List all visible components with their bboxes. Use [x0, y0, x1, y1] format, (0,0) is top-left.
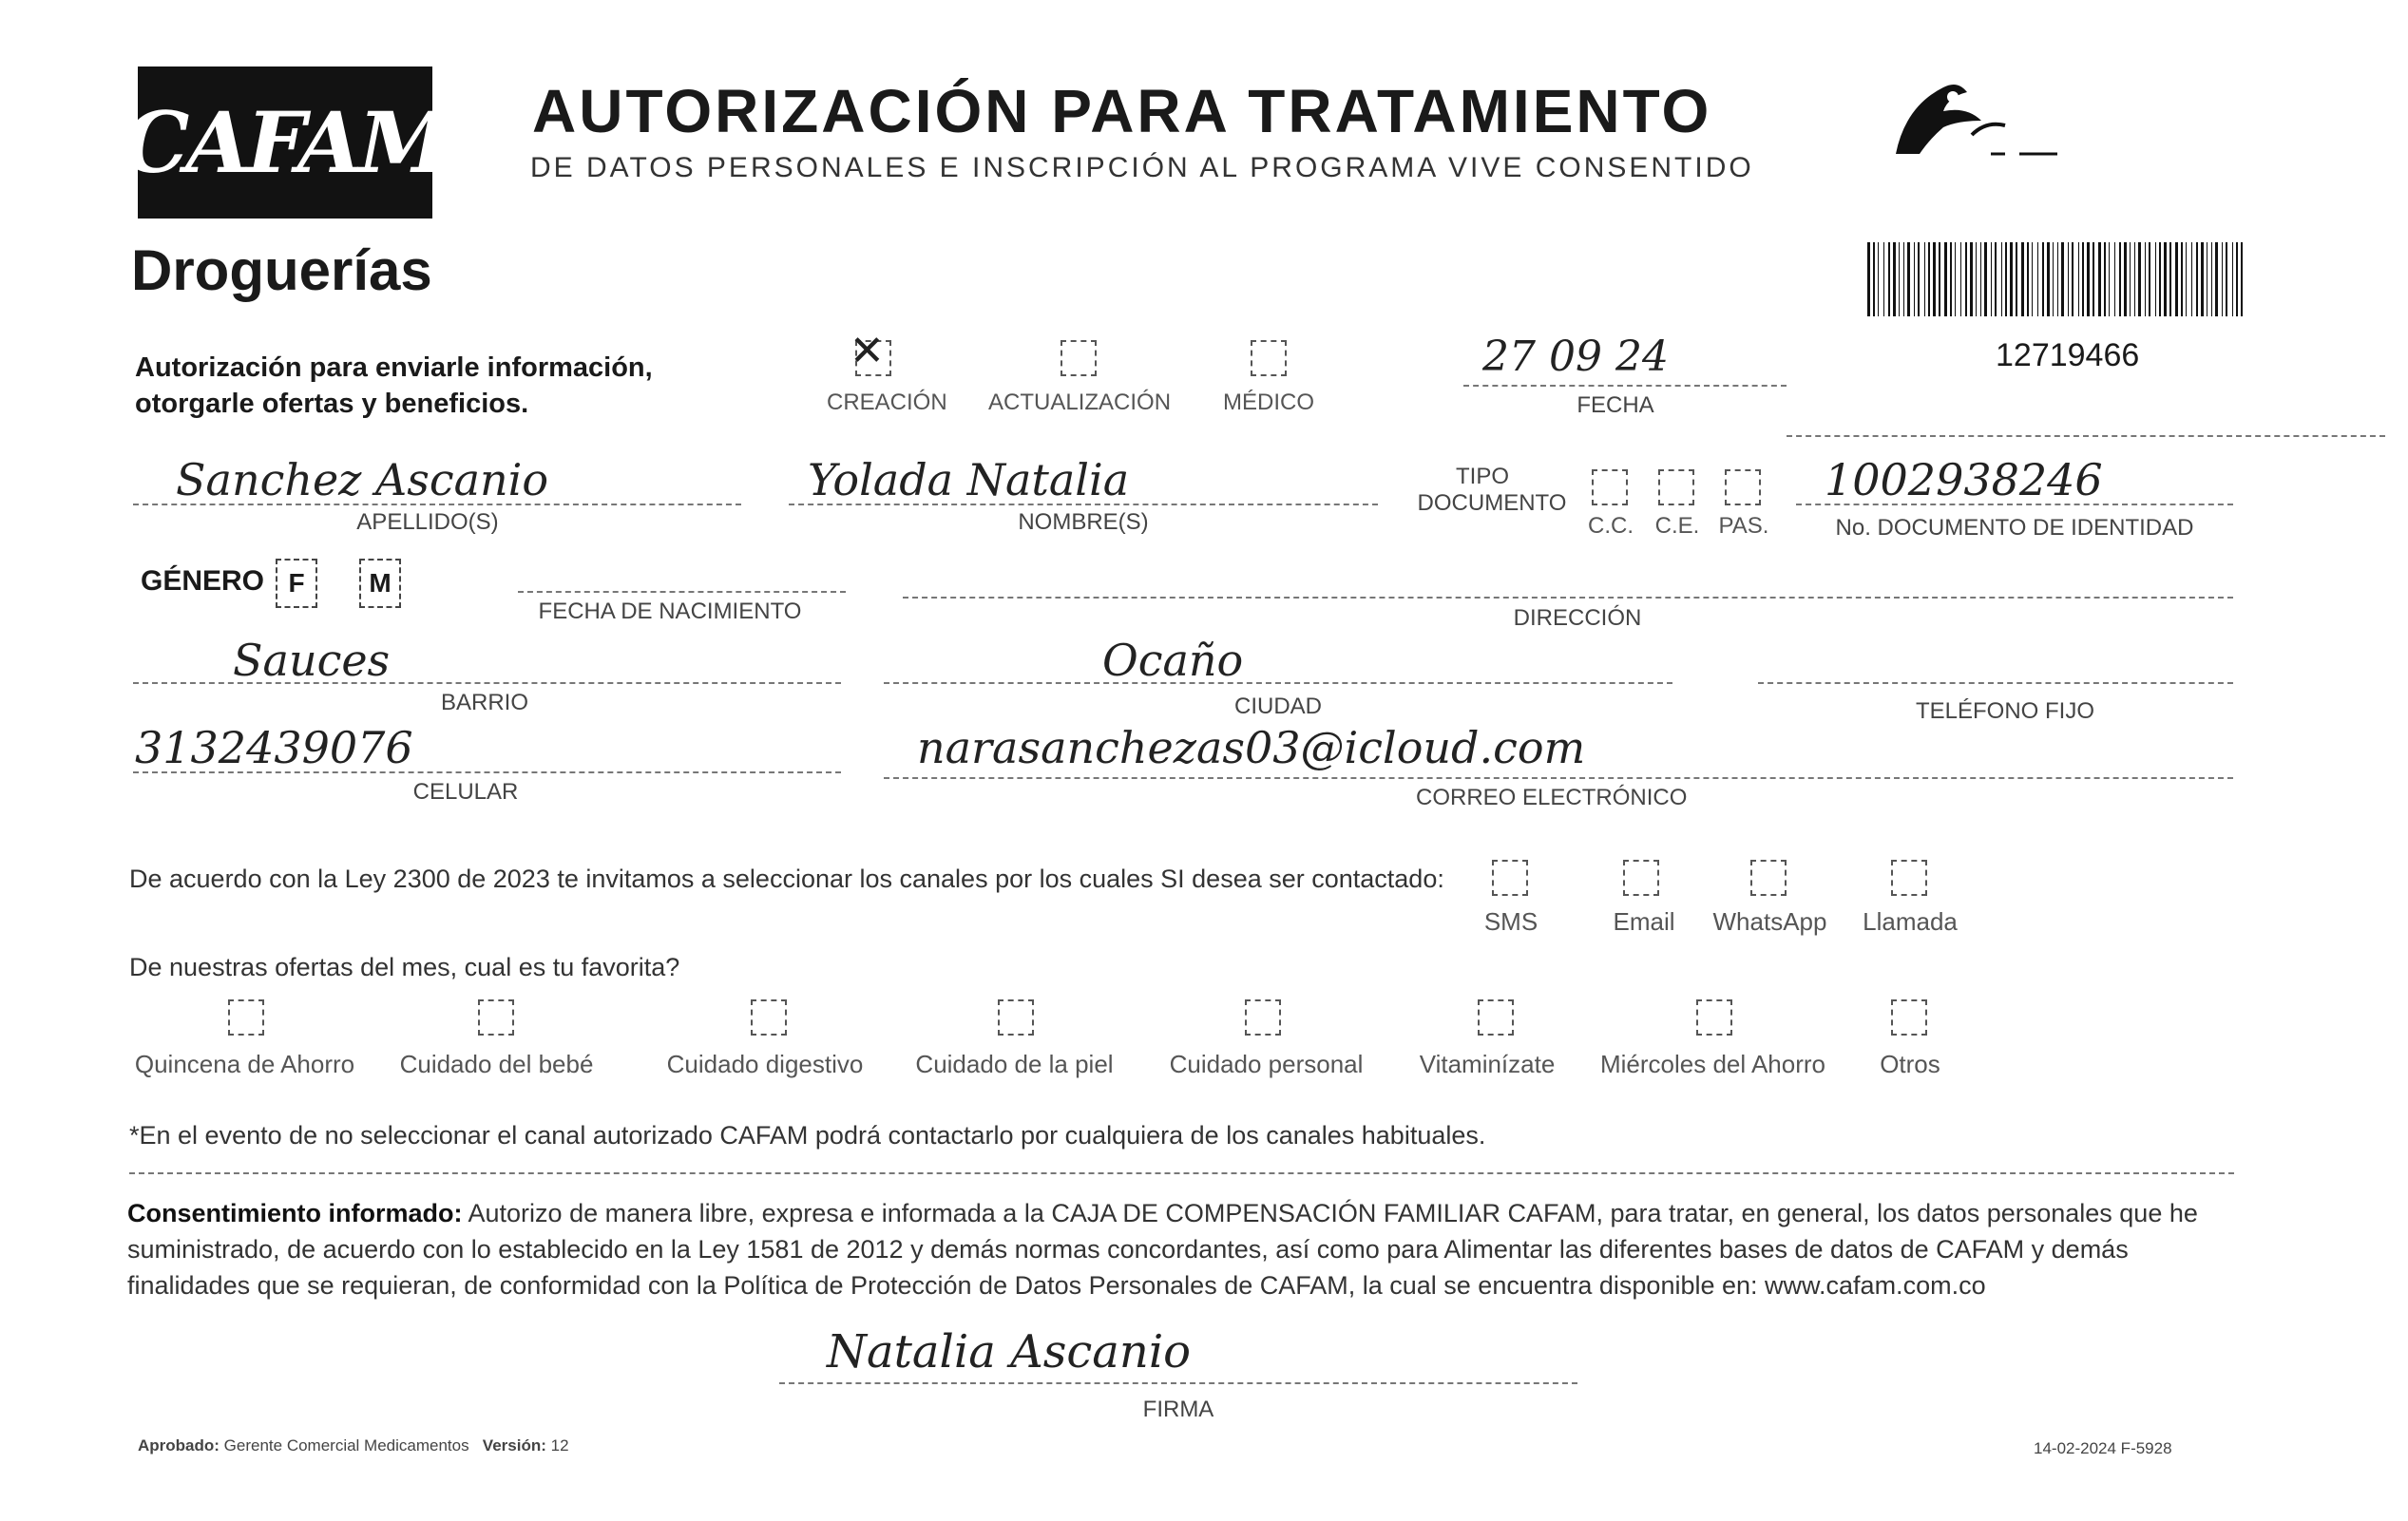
- barrio-label: BARRIO: [440, 690, 528, 715]
- checkbox-whatsapp[interactable]: [1750, 860, 1787, 896]
- separator-line: [1787, 435, 2385, 437]
- surname-value: Sanchez Ascanio: [176, 454, 549, 505]
- gender-m-checkbox[interactable]: [359, 559, 401, 608]
- date-value: 27 09 24: [1482, 333, 1669, 381]
- checkbox-actualizacion[interactable]: [1061, 340, 1097, 376]
- channels-question: De acuerdo con la Ley 2300 de 2023 te invitamos a seleccionar los canales por los cuales SI desea ser contactado:: [129, 865, 1444, 893]
- bird-logo-icon: [1877, 68, 2067, 163]
- authorization-text: [135, 350, 653, 422]
- channel-llamada-label: Llamada: [1863, 907, 1958, 936]
- checkbox-personal[interactable]: [1245, 999, 1281, 1036]
- consent-heading: Consentimiento informado:: [127, 1199, 463, 1227]
- gender-f-label: F: [288, 568, 305, 598]
- checkbox-medico[interactable]: [1251, 340, 1287, 376]
- footnote: *En el evento de no seleccionar el canal autorizado CAFAM podrá contactarlo por cualquiera de los canales habituales.: [129, 1121, 1486, 1150]
- barcode-icon: [1867, 242, 2243, 316]
- checkbox-ce[interactable]: [1658, 469, 1694, 505]
- option-label-medico: MÉDICO: [1223, 390, 1314, 415]
- phone-label: TELÉFONO FIJO: [1915, 698, 2094, 724]
- email-value: narasanchezas03@icloud.com: [917, 722, 1586, 773]
- offer-vitaminizate-label: Vitaminízate: [1419, 1050, 1556, 1078]
- doc-type-label-1: TIPO: [1455, 464, 1509, 489]
- offer-piel-label: Cuidado de la piel: [915, 1050, 1114, 1078]
- surname-label: APELLIDO(S): [356, 509, 499, 535]
- footer-code: 14-02-2024 F-5928: [2034, 1439, 2172, 1457]
- consent-line2: suministrado, de acuerdo con lo establecido en la Ley 1581 de 2012 y demás normas concordantes, así como para Alimentar las diferentes bases de datos de CAFAM y demás: [127, 1235, 2129, 1264]
- offer-bebe-label: Cuidado del bebé: [399, 1050, 594, 1078]
- version-value: 12: [550, 1436, 569, 1454]
- checkbox-bebe[interactable]: [478, 999, 514, 1036]
- consent-separator: [129, 1172, 2234, 1174]
- birth-date-label: FECHA DE NACIMIENTO: [538, 599, 802, 624]
- doc-number-label: No. DOCUMENTO DE IDENTIDAD: [1835, 515, 2194, 541]
- form-title: AUTORIZACIÓN PARA TRATAMIENTO: [532, 77, 1712, 145]
- consent-line3: finalidades que se requieran, de conformidad con la Política de Protección de Datos Personales de CAFAM, la cual se encuentra disponible en: www.cafam.com.co: [127, 1271, 1986, 1300]
- version-label: Versión:: [482, 1436, 546, 1454]
- mobile-value: 3132439076: [135, 722, 413, 773]
- email-label: CORREO ELECTRÓNICO: [1416, 785, 1688, 810]
- checkbox-quincena[interactable]: [228, 999, 264, 1036]
- doc-type-ce-label: C.E.: [1654, 513, 1700, 539]
- checkbox-piel[interactable]: [998, 999, 1034, 1036]
- barrio-value: Sauces: [233, 635, 391, 686]
- address-label: DIRECCIÓN: [1513, 605, 1642, 631]
- city-value: Ocaño: [1102, 635, 1244, 686]
- doc-type-label-2: DOCUMENTO: [1417, 490, 1567, 516]
- offer-digestivo-label: Cuidado digestivo: [666, 1050, 864, 1078]
- checkbox-digestivo[interactable]: [751, 999, 787, 1036]
- doc-type-cc-label: C.C.: [1588, 513, 1634, 539]
- option-label-creacion: CREACIÓN: [827, 390, 947, 415]
- checkbox-creacion[interactable]: [850, 327, 891, 376]
- doc-type-pas-label: PAS.: [1718, 513, 1769, 539]
- checkbox-llamada[interactable]: [1891, 860, 1927, 896]
- offer-otros-label: Otros: [1880, 1050, 1940, 1078]
- doc-number-value: 1002938246: [1825, 454, 2103, 505]
- doc-number-line: [1796, 504, 2233, 505]
- checkbox-pas[interactable]: [1725, 469, 1761, 505]
- offer-personal-label: Cuidado personal: [1169, 1050, 1364, 1078]
- checkbox-cc[interactable]: [1592, 469, 1628, 505]
- checkmark-x-icon: ✕: [850, 327, 885, 375]
- checkbox-miercoles[interactable]: [1696, 999, 1732, 1036]
- gender-label: GÉNERO: [141, 565, 265, 597]
- brand-label: Droguerías: [131, 238, 432, 302]
- footer-approval: [138, 1436, 569, 1455]
- address-line: [903, 597, 2233, 599]
- date-line: [1463, 385, 1787, 387]
- city-label: CIUDAD: [1233, 694, 1322, 719]
- consent-line1-text: Autorizo de manera libre, expresa e informada a la CAJA DE COMPENSACIÓN FAMILIAR CAFAM, para tratar, en general, los datos personales que he: [468, 1199, 2198, 1227]
- authorization-text-line2: otorgarle ofertas y beneficios.: [135, 389, 529, 419]
- form-number: 12719466: [1996, 337, 2140, 373]
- name-value: Yolada Natalia: [808, 454, 1130, 505]
- authorization-text-line1: Autorización para enviarle información,: [135, 352, 653, 383]
- option-label-actualizacion: ACTUALIZACIÓN: [988, 390, 1172, 415]
- signature-line: [779, 1382, 1577, 1384]
- mobile-line: [133, 771, 841, 773]
- checkbox-otros[interactable]: [1891, 999, 1927, 1036]
- signature-value: Natalia Ascanio: [827, 1325, 1192, 1378]
- channel-sms-label: SMS: [1483, 907, 1538, 936]
- checkbox-vitaminizate[interactable]: [1478, 999, 1514, 1036]
- city-line: [884, 682, 1672, 684]
- surname-line: [133, 504, 741, 505]
- name-line: [789, 504, 1378, 505]
- channel-email-label: Email: [1613, 907, 1675, 936]
- consent-line1: [127, 1195, 2237, 1231]
- logo-text: CAFAM: [123, 93, 448, 192]
- gender-m-label: M: [369, 568, 392, 598]
- form-subtitle: DE DATOS PERSONALES E INSCRIPCIÓN AL PROGRAMA VIVE CONSENTIDO: [530, 152, 1754, 183]
- approved-by: Gerente Comercial Medicamentos: [223, 1436, 469, 1454]
- name-label: NOMBRE(S): [1018, 509, 1149, 535]
- offers-question: De nuestras ofertas del mes, cual es tu favorita?: [129, 953, 680, 981]
- birth-date-line: [518, 591, 846, 593]
- checkbox-sms[interactable]: [1492, 860, 1528, 896]
- approved-label: Aprobado:: [138, 1436, 220, 1454]
- mobile-label: CELULAR: [412, 779, 519, 805]
- offer-miercoles-label: Miércoles del Ahorro: [1600, 1050, 1825, 1078]
- checkbox-email[interactable]: [1623, 860, 1659, 896]
- email-line: [884, 777, 2233, 779]
- channel-whatsapp-label: WhatsApp: [1712, 907, 1827, 936]
- offer-quincena-label: Quincena de Ahorro: [134, 1050, 355, 1078]
- date-label: FECHA: [1577, 392, 1654, 418]
- consent-block: [127, 1195, 2237, 1303]
- barrio-line: [133, 682, 841, 684]
- gender-f-checkbox[interactable]: [276, 559, 317, 608]
- signature-label: FIRMA: [1142, 1397, 1214, 1422]
- phone-line: [1758, 682, 2233, 684]
- cafam-logo: [123, 67, 448, 219]
